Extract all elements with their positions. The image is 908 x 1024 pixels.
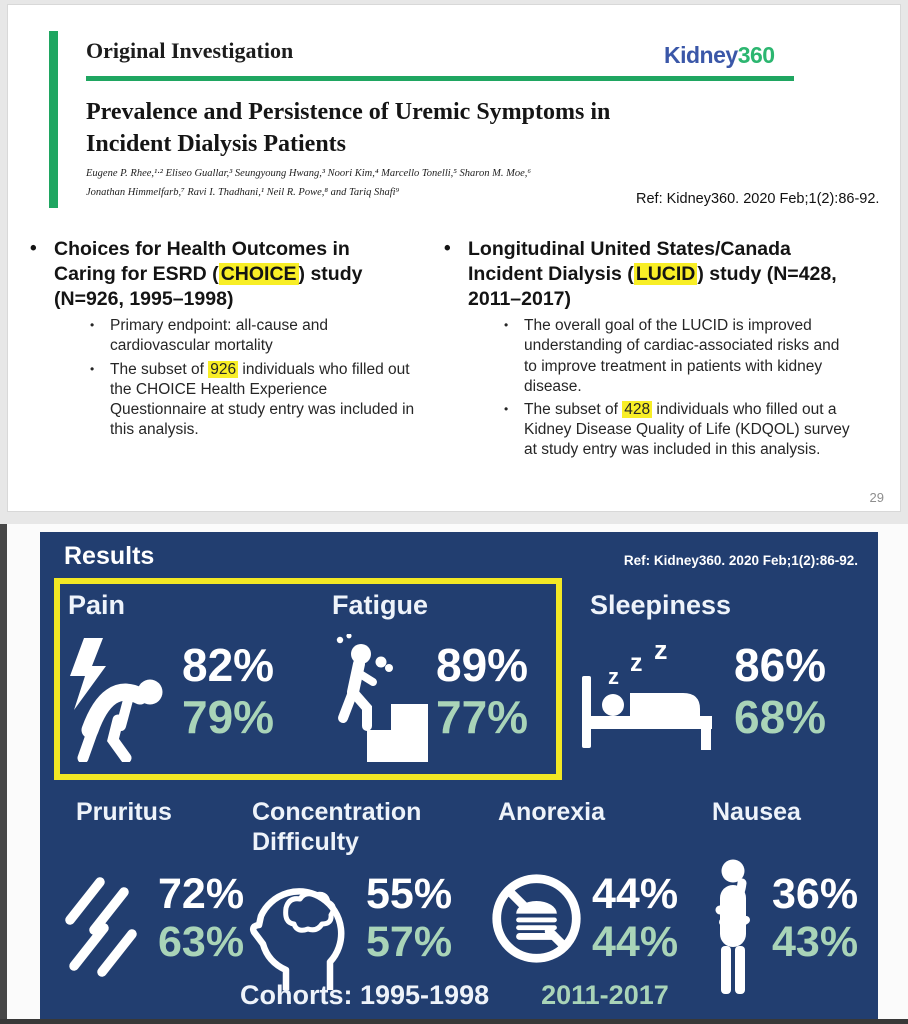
choice-sub-bullet-1: • Primary endpoint: all-cause and cardiovascular mortality xyxy=(90,316,425,356)
author-list xyxy=(86,165,661,203)
results-canvas xyxy=(40,532,878,1019)
choice-sub-bullets xyxy=(90,316,425,440)
pain-icon xyxy=(58,632,173,762)
cohort1-value: 86% xyxy=(734,639,827,691)
bullet-marker: • xyxy=(30,238,37,259)
cohort1-value: 72% xyxy=(158,870,245,918)
lucid-study-bullet xyxy=(444,237,858,311)
cohort2-legend-label: 2011-2017 xyxy=(541,980,669,1010)
green-accent-bar xyxy=(49,31,58,208)
cohort2-value: 68% xyxy=(734,690,827,743)
sleepiness-icon xyxy=(580,638,720,752)
pruritus-icon xyxy=(60,870,160,978)
svg-text:z: z xyxy=(608,664,619,689)
lucid-study-column xyxy=(444,237,858,463)
highlight-428: 428 xyxy=(624,400,651,418)
symptom-label-sleepiness: Sleepiness xyxy=(590,590,732,620)
paper-slide xyxy=(7,4,901,512)
concentration-values xyxy=(366,870,452,966)
cohort2-value: 44% xyxy=(592,918,679,967)
symptom-label-pruritus: Pruritus xyxy=(76,798,172,826)
page-number: 29 xyxy=(869,490,884,505)
bullet-marker: • xyxy=(504,401,509,416)
cohort1-value: 82% xyxy=(182,639,275,691)
results-slide xyxy=(0,524,908,1024)
logo-kidney: Kidney xyxy=(664,42,738,68)
authors-line-1: Eugene P. Rhee,¹·² Eliseo Guallar,³ Seungyoung Hwang,³ Noori Kim,⁴ Marcello Tonelli,⁵ Sharon M. Moe,⁶ xyxy=(86,168,532,179)
lucid-sub-bullet-2: • The subset of 428 individuals who filled out a Kidney Disease Quality of Life (KDQOL) survey at study entry was included in this analysis. xyxy=(504,400,858,460)
concentration-icon xyxy=(246,864,358,992)
cohort2-value: 79% xyxy=(182,690,275,743)
bullet-marker: • xyxy=(444,238,451,259)
paper-reference: Ref: Kidney360. 2020 Feb;1(2):86-92. xyxy=(636,191,880,207)
sleepiness-values xyxy=(734,640,826,743)
symptom-label-anorexia: Anorexia xyxy=(498,798,605,826)
results-title: Results xyxy=(64,542,155,570)
cohort2-value: 57% xyxy=(366,918,453,967)
bullet-marker: • xyxy=(90,361,95,376)
nausea-icon xyxy=(706,858,766,996)
fatigue-values xyxy=(436,640,528,743)
svg-text:z: z xyxy=(654,638,668,665)
cohort1-legend-label: Cohorts: 1995-1998 xyxy=(240,980,490,1010)
logo-360: 360 xyxy=(737,42,775,68)
cohort1-value: 44% xyxy=(592,870,679,918)
pruritus-values xyxy=(158,870,244,966)
cohort2-value: 77% xyxy=(436,690,529,743)
choice-study-title: Choices for Health Outcomes in Caring for ESRD ( CHOICE ) study (N=926, 1995–1998) xyxy=(54,238,363,310)
highlight-choice: CHOICE xyxy=(220,262,297,285)
results-reference: Ref: Kidney360. 2020 Feb;1(2):86-92. xyxy=(623,553,858,568)
summary-bullets xyxy=(8,237,902,497)
symptom-label-fatigue: Fatigue xyxy=(332,590,429,620)
fatigue-icon xyxy=(323,634,428,762)
lucid-study-title: Longitudinal United States/Canada Incident Dialysis ( LUCID ) study (N=428, 2011–2017) xyxy=(468,238,837,310)
anorexia-values xyxy=(592,870,678,966)
authors-line-2: Jonathan Himmelfarb,⁷ Ravi I. Thadhani,¹ Neil R. Powe,⁸ and Tariq Shafi⁹ xyxy=(86,186,400,198)
section-label: Original Investigation xyxy=(86,38,294,63)
cohort2-value: 43% xyxy=(772,918,859,967)
lucid-sub-bullets xyxy=(504,316,858,460)
bullet-marker: • xyxy=(90,318,95,333)
cohort1-value: 36% xyxy=(772,870,859,918)
cohort1-value: 55% xyxy=(366,870,453,918)
paper-title: Prevalence and Persistence of Uremic Symptoms in Incident Dialysis Patients xyxy=(86,99,611,158)
choice-study-column xyxy=(30,237,425,443)
symptom-label-nausea: Nausea xyxy=(712,798,801,826)
slide-left-edge xyxy=(0,524,7,1024)
symptom-label-pain: Pain xyxy=(68,590,126,620)
cohorts-legend xyxy=(240,980,669,1011)
slide-bottom-edge xyxy=(0,1019,908,1024)
kidney360-logo xyxy=(664,42,775,69)
cohort2-value: 63% xyxy=(158,918,245,967)
pain-values xyxy=(182,640,274,743)
svg-text:z: z xyxy=(630,649,643,677)
green-divider-rule xyxy=(86,76,794,81)
anorexia-icon xyxy=(488,870,585,967)
nausea-values xyxy=(772,870,858,966)
highlight-926: 926 xyxy=(210,360,237,378)
cohort1-value: 89% xyxy=(436,639,529,691)
choice-sub-bullet-2: • The subset of 926 individuals who filled out the CHOICE Health Experience Questionnaire at study entry was included in this analysis. xyxy=(90,360,425,441)
highlight-lucid: LUCID xyxy=(635,262,696,285)
bullet-marker: • xyxy=(504,318,509,333)
lucid-sub-bullet-1: • The overall goal of the LUCID is improved understanding of cardiac-associated risks and to improve treatment in patients with kidney disease. xyxy=(504,316,858,397)
symptom-label-concentration: Concentration Difficulty xyxy=(252,798,422,856)
choice-study-bullet xyxy=(30,237,425,311)
